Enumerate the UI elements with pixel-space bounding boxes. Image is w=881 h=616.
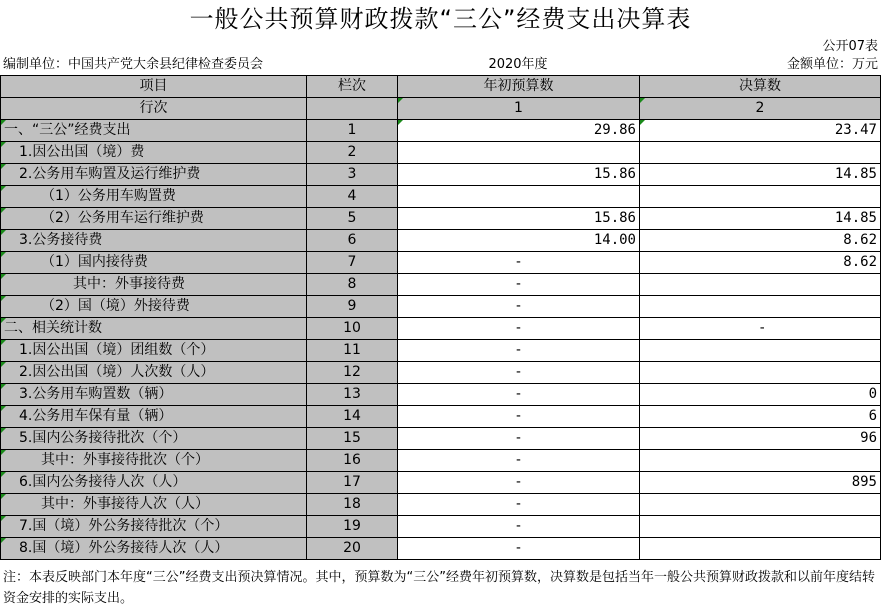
row-label[interactable]: （1）公务用车购置费 xyxy=(1,186,307,208)
row-col-no[interactable]: 7 xyxy=(307,252,398,274)
row-budget[interactable]: 15.86 xyxy=(398,164,640,186)
row-budget[interactable]: - xyxy=(398,252,640,274)
index-row xyxy=(1,98,881,120)
row-label[interactable]: 1.因公出国（境）费 xyxy=(1,142,307,164)
row-actual[interactable]: 895 xyxy=(640,472,881,494)
header-item[interactable]: 项目 xyxy=(1,76,307,98)
row-actual[interactable]: 6 xyxy=(640,406,881,428)
row-label[interactable]: 8.国（境）外公务接待人次（人） xyxy=(1,538,307,560)
unit-label: 金额单位：万元 xyxy=(786,57,878,72)
row-actual[interactable] xyxy=(640,450,881,472)
row-actual[interactable]: 14.85 xyxy=(640,164,881,186)
row-budget[interactable]: - xyxy=(398,516,640,538)
table-row xyxy=(1,274,881,296)
row-budget[interactable]: - xyxy=(398,450,640,472)
row-actual[interactable] xyxy=(640,362,881,384)
row-label[interactable]: 其中：外事接待批次（个） xyxy=(1,450,307,472)
row-budget[interactable]: - xyxy=(398,362,640,384)
row-col-no[interactable]: 6 xyxy=(307,230,398,252)
row-actual[interactable]: 0 xyxy=(640,384,881,406)
row-budget[interactable]: - xyxy=(398,428,640,450)
table-row xyxy=(1,164,881,186)
row-col-no[interactable]: 19 xyxy=(307,516,398,538)
table-row xyxy=(1,296,881,318)
table-row xyxy=(1,472,881,494)
table-row xyxy=(1,362,881,384)
table-row xyxy=(1,208,881,230)
table-body xyxy=(1,120,881,560)
row-col-no[interactable]: 15 xyxy=(307,428,398,450)
index-label[interactable]: 行次 xyxy=(1,98,307,120)
row-budget[interactable]: - xyxy=(398,538,640,560)
row-label[interactable]: 4.公务用车保有量（辆） xyxy=(1,406,307,428)
header-actual[interactable]: 决算数 xyxy=(640,76,881,98)
row-col-no[interactable]: 14 xyxy=(307,406,398,428)
row-col-no[interactable]: 13 xyxy=(307,384,398,406)
table-row xyxy=(1,406,881,428)
row-budget[interactable] xyxy=(398,142,640,164)
row-actual[interactable]: 8.62 xyxy=(640,252,881,274)
row-budget[interactable]: - xyxy=(398,340,640,362)
row-actual[interactable] xyxy=(640,296,881,318)
row-actual[interactable] xyxy=(640,186,881,208)
table-row xyxy=(1,538,881,560)
org-label: 编制单位：中国共产党大余县纪律检查委员会 xyxy=(3,57,264,72)
row-label[interactable]: 3.公务接待费 xyxy=(1,230,307,252)
row-label[interactable]: （2）公务用车运行维护费 xyxy=(1,208,307,230)
row-label[interactable]: 一、“三公”经费支出 xyxy=(1,120,307,142)
row-budget[interactable]: 29.86 xyxy=(398,120,640,142)
table-row xyxy=(1,230,881,252)
table-row xyxy=(1,186,881,208)
row-col-no[interactable]: 5 xyxy=(307,208,398,230)
row-col-no[interactable]: 3 xyxy=(307,164,398,186)
row-actual[interactable]: 96 xyxy=(640,428,881,450)
table-row xyxy=(1,516,881,538)
row-budget[interactable]: - xyxy=(398,494,640,516)
table-row xyxy=(1,318,881,340)
row-label[interactable]: 其中：外事接待费 xyxy=(1,274,307,296)
row-budget[interactable]: - xyxy=(398,274,640,296)
row-actual[interactable]: 14.85 xyxy=(640,208,881,230)
row-col-no[interactable]: 20 xyxy=(307,538,398,560)
row-col-no[interactable]: 9 xyxy=(307,296,398,318)
row-actual[interactable]: 23.47 xyxy=(640,120,881,142)
header-col-no[interactable]: 栏次 xyxy=(307,76,398,98)
info-row xyxy=(0,56,881,74)
index-actual[interactable]: 2 xyxy=(640,98,881,120)
row-col-no[interactable]: 11 xyxy=(307,340,398,362)
table-row xyxy=(1,384,881,406)
row-actual[interactable]: 8.62 xyxy=(640,230,881,252)
row-col-no[interactable]: 8 xyxy=(307,274,398,296)
page-title: 一般公共预算财政拨款“三公”经费支出决算表 xyxy=(189,5,692,33)
table-row xyxy=(1,450,881,472)
table-row xyxy=(1,120,881,142)
row-actual[interactable] xyxy=(640,538,881,560)
row-actual[interactable] xyxy=(640,340,881,362)
year-label: 2020年度 xyxy=(488,57,548,72)
row-label[interactable]: 5.国内公务接待批次（个） xyxy=(1,428,307,450)
table-row xyxy=(1,428,881,450)
row-col-no[interactable]: 1 xyxy=(307,120,398,142)
footnote: 注：本表反映部门本年度“三公”经费支出预决算情况。其中，预算数为“三公”经费年初预算数，决算数是包括当年一般公共预算财政拨款和以前年度结转资金安排的实际支出。 xyxy=(3,570,875,606)
row-col-no[interactable]: 18 xyxy=(307,494,398,516)
row-label[interactable]: 7.国（境）外公务接待批次（个） xyxy=(1,516,307,538)
row-budget[interactable]: - xyxy=(398,406,640,428)
row-col-no[interactable]: 2 xyxy=(307,142,398,164)
row-col-no[interactable]: 12 xyxy=(307,362,398,384)
table-row xyxy=(1,340,881,362)
row-budget[interactable] xyxy=(398,186,640,208)
row-actual[interactable] xyxy=(640,274,881,296)
row-budget[interactable]: - xyxy=(398,384,640,406)
index-col-no[interactable] xyxy=(307,98,398,120)
row-label[interactable]: 1.因公出国（境）团组数（个） xyxy=(1,340,307,362)
index-budget[interactable]: 1 xyxy=(398,98,640,120)
row-label[interactable]: 3.公务用车购置数（辆） xyxy=(1,384,307,406)
header-row xyxy=(1,76,881,98)
row-col-no[interactable]: 10 xyxy=(307,318,398,340)
row-col-no[interactable]: 4 xyxy=(307,186,398,208)
header-budget[interactable]: 年初预算数 xyxy=(398,76,640,98)
row-label[interactable]: 2.公务用车购置及运行维护费 xyxy=(1,164,307,186)
row-actual[interactable] xyxy=(640,516,881,538)
row-label[interactable]: 2.因公出国（境）人次数（人） xyxy=(1,362,307,384)
row-label[interactable]: 6.国内公务接待人次（人） xyxy=(1,472,307,494)
table-row xyxy=(1,494,881,516)
row-actual[interactable] xyxy=(640,494,881,516)
row-label[interactable]: （2）国（境）外接待费 xyxy=(1,296,307,318)
row-budget[interactable]: - xyxy=(398,472,640,494)
row-budget[interactable]: 15.86 xyxy=(398,208,640,230)
row-label[interactable]: 二、相关统计数 xyxy=(1,318,307,340)
table-row xyxy=(1,252,881,274)
row-col-no[interactable]: 17 xyxy=(307,472,398,494)
row-label[interactable]: 其中：外事接待人次（人） xyxy=(1,494,307,516)
row-col-no[interactable]: 16 xyxy=(307,450,398,472)
row-label[interactable]: （1）国内接待费 xyxy=(1,252,307,274)
row-actual[interactable]: - xyxy=(640,318,881,340)
row-budget[interactable]: - xyxy=(398,318,640,340)
form-code: 公开07表 xyxy=(822,39,878,54)
row-budget[interactable]: - xyxy=(398,296,640,318)
table-row xyxy=(1,142,881,164)
expenditure-table xyxy=(0,75,881,560)
row-budget[interactable]: 14.00 xyxy=(398,230,640,252)
row-actual[interactable] xyxy=(640,142,881,164)
